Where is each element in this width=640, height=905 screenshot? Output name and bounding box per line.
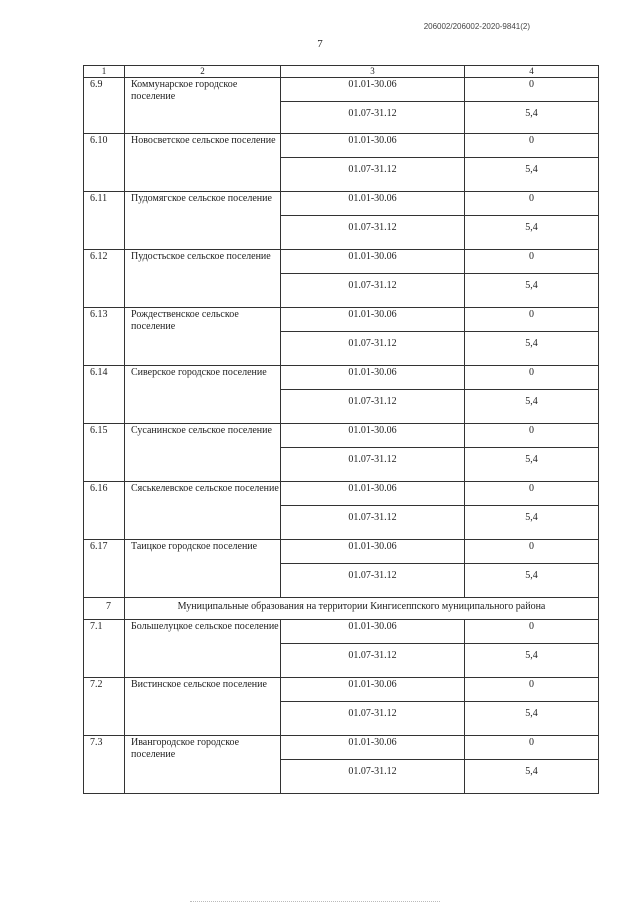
period-first-half: 01.01-30.06 [281, 250, 465, 274]
period-second-half: 01.07-31.12 [281, 102, 465, 134]
period-second-half: 01.07-31.12 [281, 506, 465, 540]
row-number: 6.13 [84, 308, 125, 366]
column-header: 4 [465, 66, 599, 78]
table-row [84, 540, 599, 564]
row-number: 6.9 [84, 78, 125, 134]
value-second-half: 5,4 [465, 390, 599, 424]
table-header-row [84, 66, 599, 78]
table-row [84, 678, 599, 702]
table-row [84, 78, 599, 102]
period-first-half: 01.01-30.06 [281, 78, 465, 102]
row-number: 6.17 [84, 540, 125, 598]
municipality-name: Новосветское сельское поселение [125, 134, 281, 192]
municipality-name: Большелуцкое сельское поселение [125, 620, 281, 678]
value-second-half: 5,4 [465, 216, 599, 250]
column-header: 2 [125, 66, 281, 78]
period-first-half: 01.01-30.06 [281, 678, 465, 702]
value-second-half: 5,4 [465, 158, 599, 192]
municipality-name: Пудостьское сельское поселение [125, 250, 281, 308]
row-number: 6.14 [84, 366, 125, 424]
table-row [84, 620, 599, 644]
value-first-half: 0 [465, 78, 599, 102]
period-first-half: 01.01-30.06 [281, 424, 465, 448]
value-second-half: 5,4 [465, 448, 599, 482]
page-number: 7 [317, 38, 323, 50]
table-row [84, 250, 599, 274]
period-second-half: 01.07-31.12 [281, 702, 465, 736]
municipality-name: Сусанинское сельское поселение [125, 424, 281, 482]
column-header: 3 [281, 66, 465, 78]
table-row [84, 736, 599, 760]
period-first-half: 01.01-30.06 [281, 192, 465, 216]
table-row [84, 366, 599, 390]
table-row [84, 308, 599, 332]
value-second-half: 5,4 [465, 274, 599, 308]
value-first-half: 0 [465, 424, 599, 448]
row-number: 7.1 [84, 620, 125, 678]
municipality-name: Вистинское сельское поселение [125, 678, 281, 736]
value-first-half: 0 [465, 736, 599, 760]
section-title: Муниципальные образования на территории Кингисеппского муниципального района [125, 598, 599, 620]
value-first-half: 0 [465, 678, 599, 702]
period-second-half: 01.07-31.12 [281, 274, 465, 308]
period-first-half: 01.01-30.06 [281, 134, 465, 158]
table-row [84, 134, 599, 158]
period-second-half: 01.07-31.12 [281, 390, 465, 424]
value-first-half: 0 [465, 482, 599, 506]
period-first-half: 01.01-30.06 [281, 366, 465, 390]
municipality-name: Коммунарское городское поселение [125, 78, 281, 134]
row-number: 6.12 [84, 250, 125, 308]
value-first-half: 0 [465, 250, 599, 274]
value-first-half: 0 [465, 620, 599, 644]
value-first-half: 0 [465, 192, 599, 216]
period-second-half: 01.07-31.12 [281, 216, 465, 250]
row-number: 6.16 [84, 482, 125, 540]
value-first-half: 0 [465, 540, 599, 564]
value-second-half: 5,4 [465, 644, 599, 678]
row-number: 6.10 [84, 134, 125, 192]
scan-artifact [190, 901, 440, 905]
municipality-name: Ивангородское городское поселение [125, 736, 281, 794]
period-second-half: 01.07-31.12 [281, 158, 465, 192]
period-second-half: 01.07-31.12 [281, 760, 465, 794]
period-first-half: 01.01-30.06 [281, 540, 465, 564]
municipality-name: Рождественское сельское поселение [125, 308, 281, 366]
municipality-name: Пудомягское сельское поселение [125, 192, 281, 250]
value-second-half: 5,4 [465, 332, 599, 366]
value-second-half: 5,4 [465, 564, 599, 598]
row-number: 6.15 [84, 424, 125, 482]
table-row [84, 192, 599, 216]
value-second-half: 5,4 [465, 102, 599, 134]
value-first-half: 0 [465, 308, 599, 332]
value-second-half: 5,4 [465, 702, 599, 736]
municipality-name: Таицкое городское поселение [125, 540, 281, 598]
section-row [84, 598, 599, 620]
period-second-half: 01.07-31.12 [281, 448, 465, 482]
row-number: 7.2 [84, 678, 125, 736]
value-first-half: 0 [465, 366, 599, 390]
period-first-half: 01.01-30.06 [281, 736, 465, 760]
period-first-half: 01.01-30.06 [281, 620, 465, 644]
table-row [84, 424, 599, 448]
row-number: 6.11 [84, 192, 125, 250]
tariff-table [83, 65, 599, 794]
row-number: 7.3 [84, 736, 125, 794]
column-header: 1 [84, 66, 125, 78]
period-second-half: 01.07-31.12 [281, 332, 465, 366]
section-number: 7 [84, 598, 125, 620]
period-first-half: 01.01-30.06 [281, 482, 465, 506]
value-second-half: 5,4 [465, 506, 599, 540]
value-second-half: 5,4 [465, 760, 599, 794]
table-row [84, 482, 599, 506]
municipality-name: Сяськелевское сельское поселение [125, 482, 281, 540]
period-second-half: 01.07-31.12 [281, 644, 465, 678]
period-second-half: 01.07-31.12 [281, 564, 465, 598]
document-id: 206002/206002-2020-9841(2) [423, 22, 530, 31]
municipality-name: Сиверское городское поселение [125, 366, 281, 424]
value-first-half: 0 [465, 134, 599, 158]
period-first-half: 01.01-30.06 [281, 308, 465, 332]
